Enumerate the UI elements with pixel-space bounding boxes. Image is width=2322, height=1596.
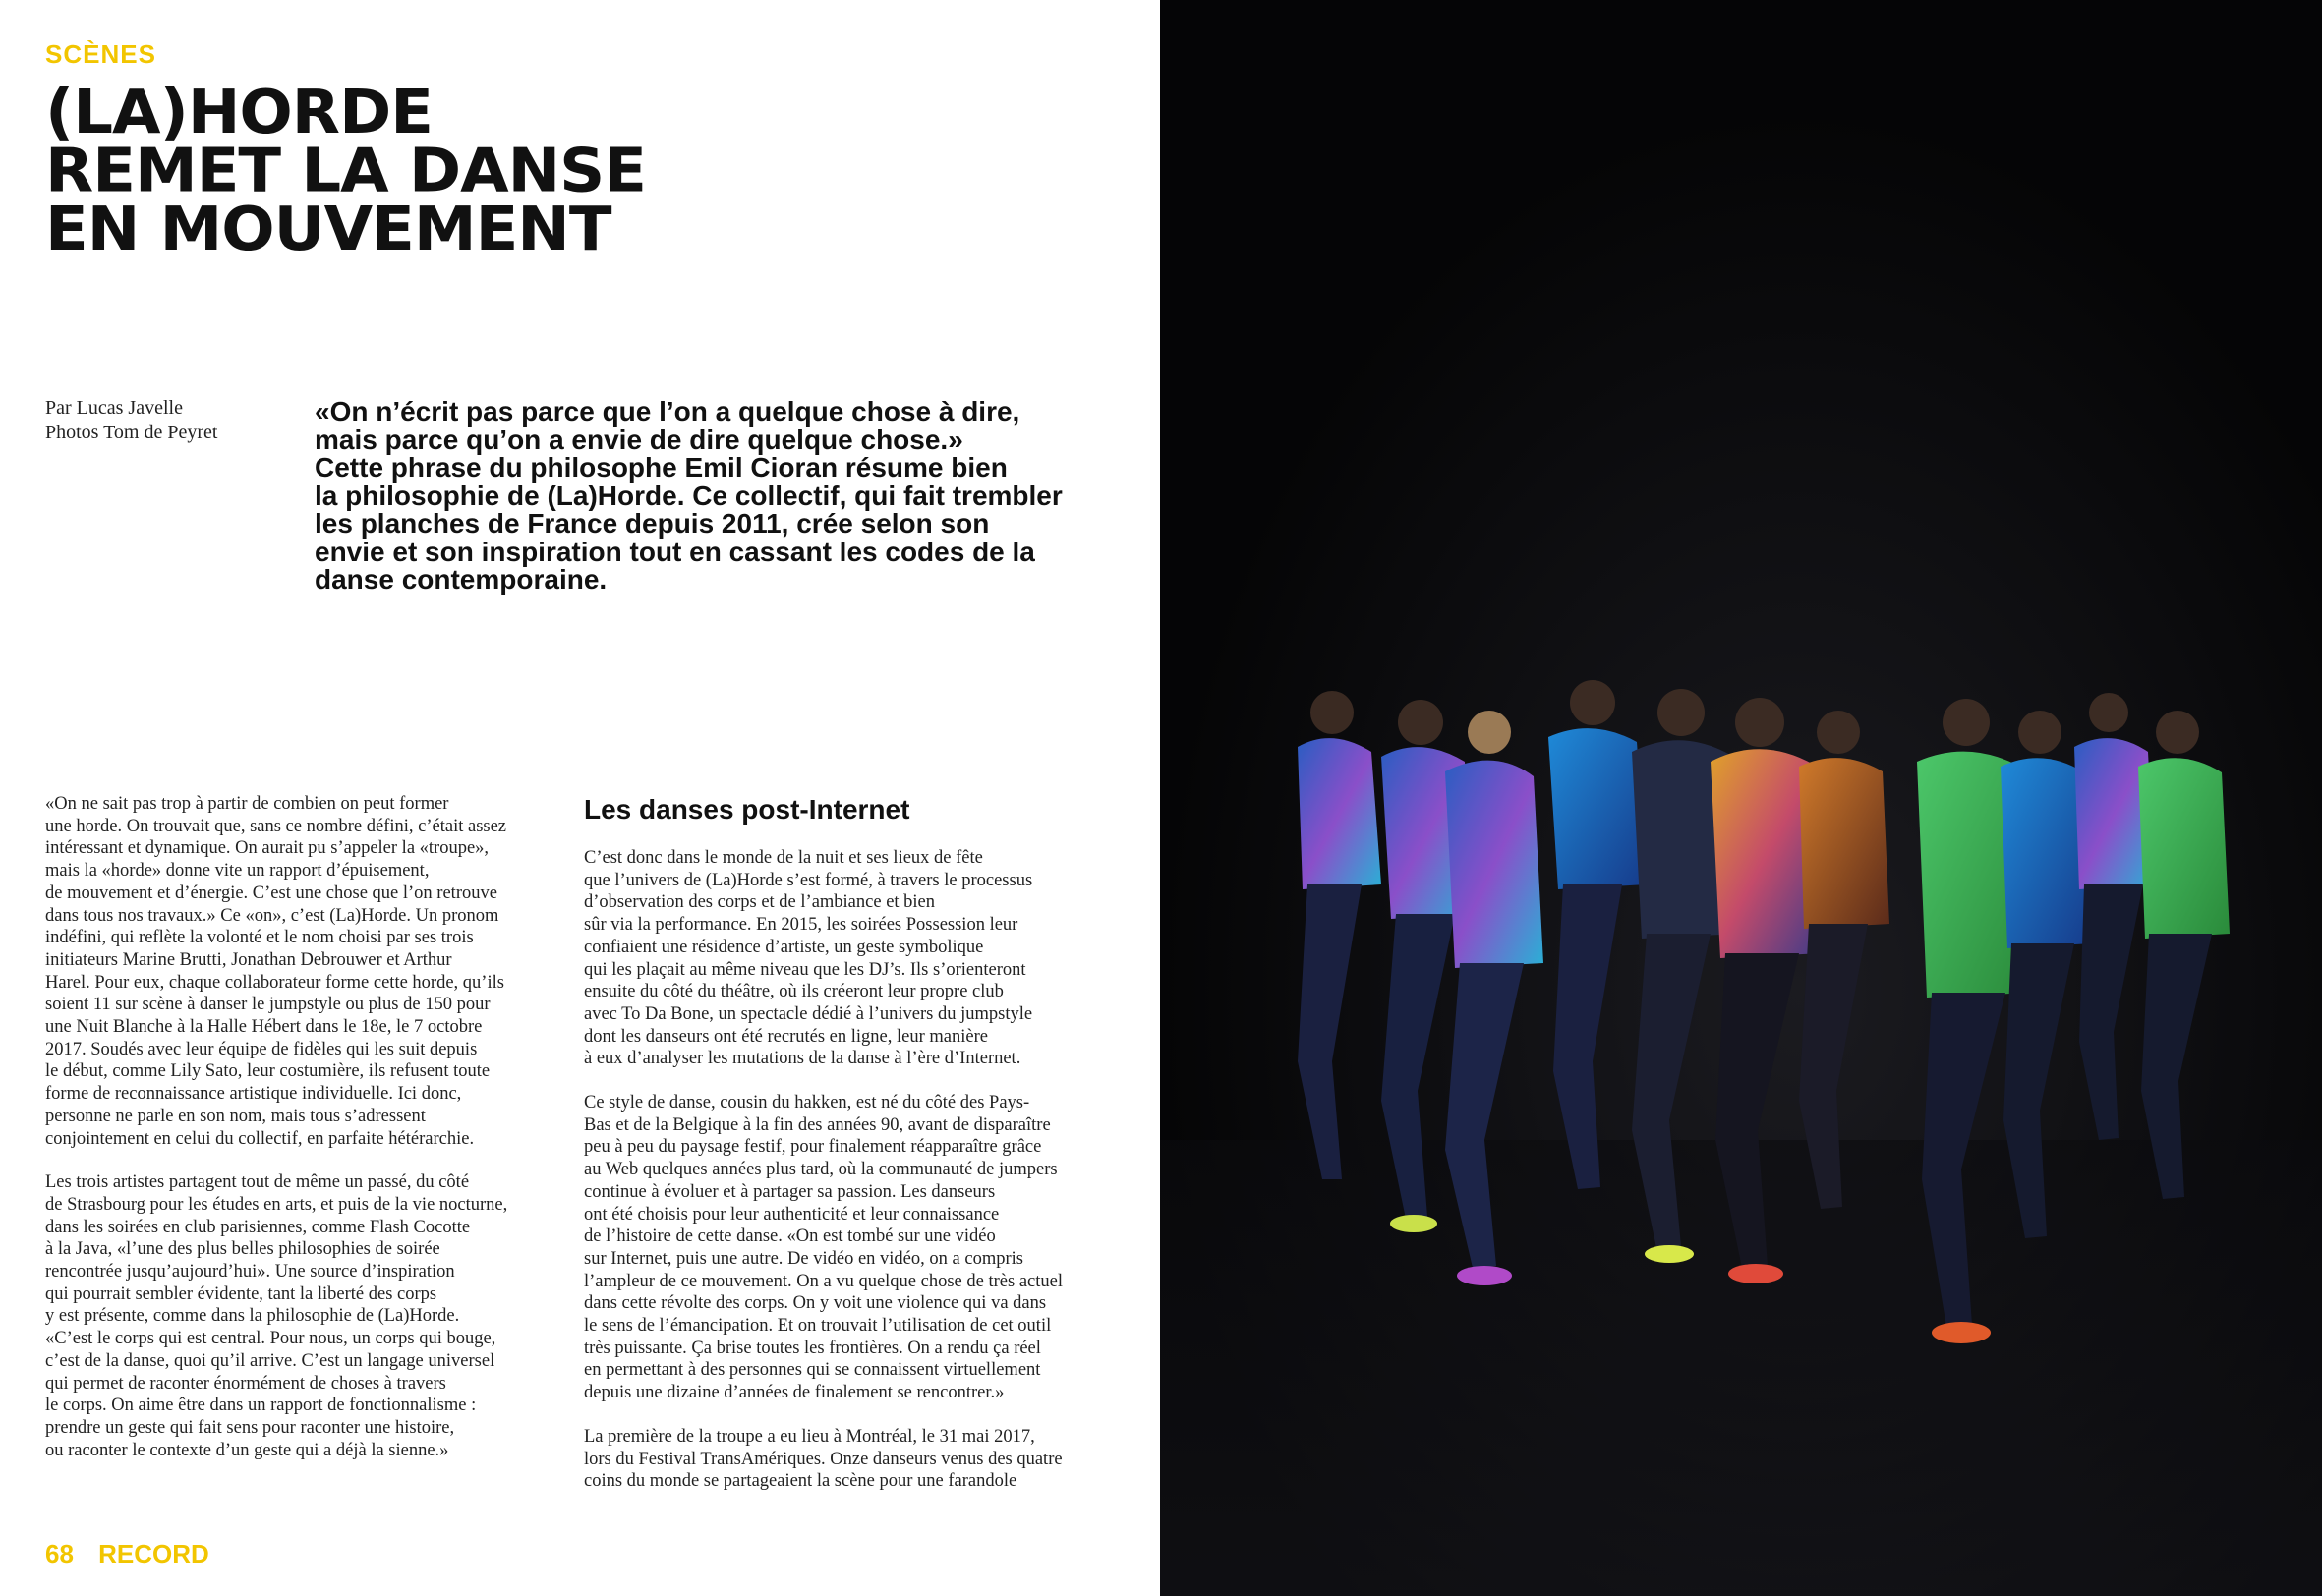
text-line: ensuite du côté du théâtre, où ils créeront leur propre club (584, 982, 1004, 1002)
text-line: lors du Festival TransAmériques. Onze danseurs venus des quatre (584, 1449, 1063, 1469)
article-headline (45, 78, 1028, 265)
left-page (0, 0, 1160, 1596)
body-paragraph (45, 793, 517, 1150)
text-line: sur Internet, puis une autre. De vidéo en vidéo, on a compris (584, 1248, 1023, 1269)
page-footer (45, 1539, 209, 1569)
magazine-name: RECORD (98, 1539, 209, 1568)
text-line: de mouvement et d’énergie. C’est une chose que l’on retrouve (45, 883, 497, 903)
text-line: forme de reconnaissance artistique individuelle. Ici donc, (45, 1084, 462, 1105)
text-line: peu à peu du paysage festif, pour finalement réapparaître grâce (584, 1137, 1042, 1158)
lede-line: les planches de France depuis 2011, crée selon son (315, 508, 990, 539)
text-line: «On ne sait pas trop à partir de combien on peut former (45, 794, 449, 814)
lede-line: Cette phrase du philosophe Emil Cioran résume bien (315, 452, 1008, 483)
text-line: le corps. On aime être dans un rapport de fonctionnalisme : (45, 1396, 477, 1416)
lede-line: la philosophie de (La)Horde. Ce collectif, qui fait trembler (315, 480, 1063, 511)
body-paragraph (45, 1171, 517, 1461)
text-line: le sens de l’émancipation. Et on trouvait l’utilisation de cet outil (584, 1316, 1052, 1337)
text-line: Les trois artistes partagent tout de même un passé, du côté (45, 1172, 470, 1193)
text-line: c’est de la danse, quoi qu’il arrive. C’est un langage universel (45, 1350, 495, 1371)
text-line: dans cette révolte des corps. On y voit une violence qui va dans (584, 1293, 1047, 1314)
text-line: «C’est le corps qui est central. Pour nous, un corps qui bouge, (45, 1329, 496, 1349)
text-line: avec To Da Bone, un spectacle dédié à l’univers du jumpstyle (584, 1003, 1033, 1024)
text-line: y est présente, comme dans la philosophie de (La)Horde. (45, 1306, 460, 1327)
photo-credit: Photos Tom de Peyret (45, 422, 218, 443)
text-line: de Strasbourg pour les études en arts, et puis de la vie nocturne, (45, 1194, 508, 1215)
text-line: sûr via la performance. En 2015, les soirées Possession leur (584, 915, 1018, 936)
text-line: ont été choisis pour leur authenticité et leur connaissance (584, 1204, 1000, 1225)
text-line: indéfini, qui reflète la volonté et le nom choisi par ses trois (45, 928, 474, 948)
text-line: coins du monde se partageaient la scène pour une farandole (584, 1471, 1017, 1492)
body-column-right (584, 847, 1075, 1493)
right-page (1160, 0, 2322, 1596)
text-line: très puissante. Ça brise toutes les frontières. On a rendu ça réel (584, 1338, 1041, 1358)
text-line: dans tous nos travaux.» Ce «on», c’est (La)Horde. Un pronom (45, 905, 499, 926)
body-paragraph (584, 847, 1075, 1070)
text-line: 2017. Soudés avec leur équipe de fidèles qui les suit depuis (45, 1039, 478, 1059)
text-line: depuis une dizaine d’années de finalement se rencontrer.» (584, 1383, 1005, 1403)
headline-line: EN MOUVEMENT (45, 195, 611, 265)
text-line: une horde. On trouvait que, sans ce nombre défini, c’était assez (45, 816, 507, 836)
author-credit: Par Lucas Javelle (45, 397, 183, 419)
text-line: La première de la troupe a eu lieu à Montréal, le 31 mai 2017, (584, 1426, 1035, 1447)
lede-line: envie et son inspiration tout en cassant les codes de la (315, 536, 1035, 567)
text-line: Bas et de la Belgique à la fin des années 90, avant de disparaître (584, 1114, 1051, 1135)
text-line: une Nuit Blanche à la Halle Hébert dans le 18e, le 7 octobre (45, 1017, 483, 1038)
text-line: le début, comme Lily Sato, leur costumière, ils refusent toute (45, 1061, 491, 1082)
text-line: l’ampleur de ce mouvement. On a vu quelque chose de très actuel (584, 1271, 1063, 1291)
text-line: qui les plaçait au même niveau que les DJ’s. Ils s’orienteront (584, 959, 1026, 980)
text-line: soient 11 sur scène à danser le jumpstyle ou plus de 150 pour (45, 995, 491, 1015)
text-line: ou raconter le contexte d’un geste qui a déjà la sienne.» (45, 1440, 449, 1460)
text-line: rencontrée jusqu’aujourd’hui». Une source d’inspiration (45, 1262, 455, 1282)
byline (45, 396, 217, 445)
text-line: dont les danseurs ont été recrutés en ligne, leur manière (584, 1026, 988, 1047)
text-line: à la Java, «l’une des plus belles philosophies de soirée (45, 1239, 440, 1260)
body-column-left (45, 793, 517, 1461)
paragraph-gap (584, 1404, 1075, 1426)
text-line: personne ne parle en son nom, mais tous s’adressent (45, 1106, 426, 1126)
body-paragraph (584, 1092, 1075, 1404)
text-line: mais la «horde» donne vite un rapport d’épuisement, (45, 861, 430, 882)
section-label: SCÈNES (45, 39, 156, 69)
text-line: conjointement en celui du collectif, en parfaite hétérarchie. (45, 1128, 475, 1149)
paragraph-gap (45, 1150, 517, 1171)
paragraph-gap (584, 1070, 1075, 1092)
text-line: initiateurs Marine Brutti, Jonathan Debrouwer et Arthur (45, 949, 452, 970)
text-line: continue à évoluer et à partager sa passion. Les danseurs (584, 1181, 996, 1202)
lede-line: mais parce qu’on a envie de dire quelque chose.» (315, 424, 963, 455)
text-line: qui permet de raconter énormément de choses à travers (45, 1373, 446, 1394)
section-subhead: Les danses post-Internet (584, 794, 910, 825)
text-line: à eux d’analyser les mutations de la danse à l’ère d’Internet. (584, 1049, 1021, 1069)
text-line: au Web quelques années plus tard, où la communauté de jumpers (584, 1160, 1058, 1180)
dancers-photo (1160, 0, 2322, 1596)
body-paragraph (584, 1426, 1075, 1493)
text-line: intéressant et dynamique. On aurait pu s’appeler la «troupe», (45, 838, 490, 859)
text-line: de l’histoire de cette danse. «On est tombé sur une vidéo (584, 1226, 996, 1247)
headline-line: (LA)HORDE (45, 78, 433, 148)
page-number: 68 (45, 1539, 74, 1568)
text-line: qui pourrait sembler évidente, tant la liberté des corps (45, 1283, 437, 1304)
lede-line: «On n’écrit pas parce que l’on a quelque chose à dire, (315, 396, 1020, 427)
text-line: en permettant à des personnes qui se connaissent virtuellement (584, 1360, 1041, 1381)
lede-paragraph (315, 398, 1160, 595)
text-line: d’observation des corps et de l’ambiance et bien (584, 892, 936, 913)
text-line: dans les soirées en club parisiennes, comme Flash Cocotte (45, 1217, 471, 1237)
lede-line: danse contemporaine. (315, 564, 608, 595)
text-line: que l’univers de (La)Horde s’est formé, à travers le processus (584, 870, 1033, 890)
text-line: Harel. Pour eux, chaque collaborateur forme cette horde, qu’ils (45, 972, 504, 993)
text-line: C’est donc dans le monde de la nuit et ses lieux de fête (584, 848, 983, 868)
text-line: Ce style de danse, cousin du hakken, est né du côté des Pays- (584, 1093, 1030, 1113)
headline-line: REMET LA DANSE (45, 136, 646, 206)
text-line: confiaient une résidence d’artiste, un geste symbolique (584, 937, 984, 957)
text-line: prendre un geste qui fait sens pour raconter une histoire, (45, 1417, 455, 1438)
